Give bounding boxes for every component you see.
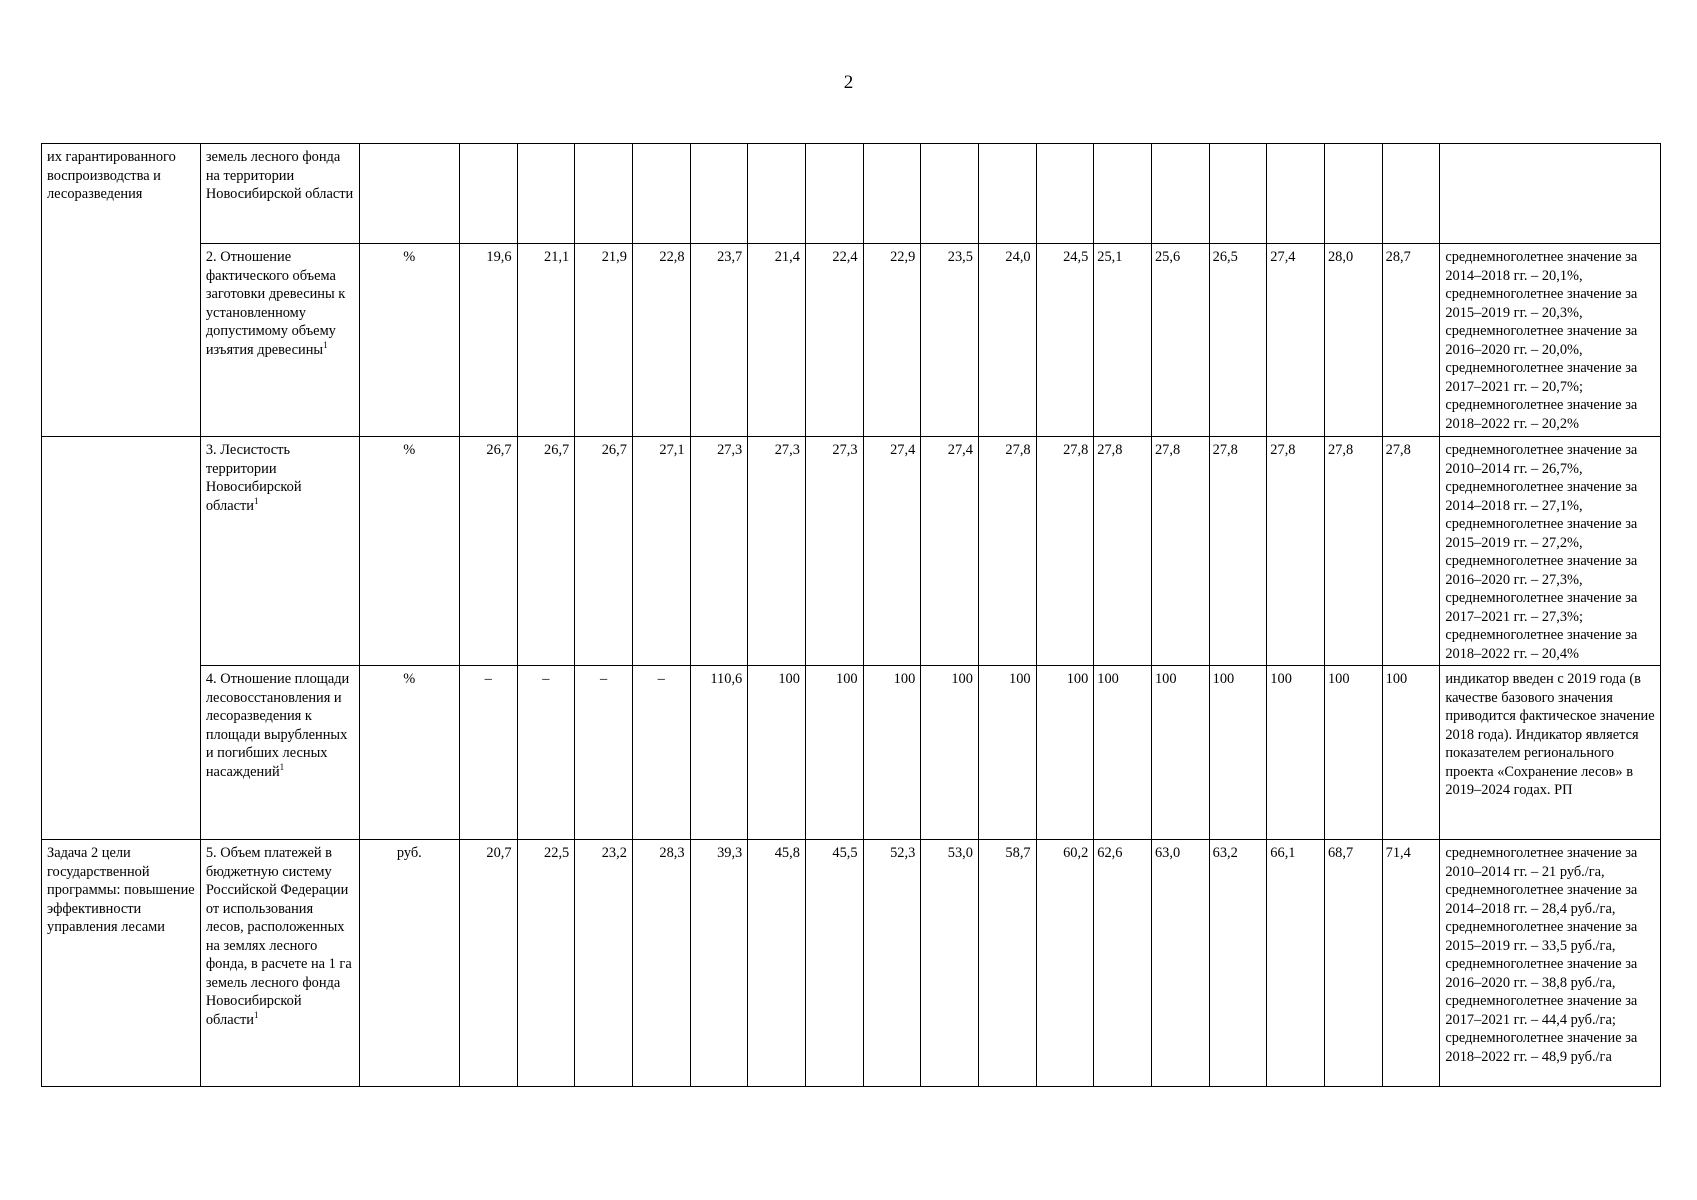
table-row	[42, 666, 1661, 840]
value-cell: 22,8	[632, 244, 690, 437]
value-cell: 25,6	[1151, 244, 1209, 437]
value-cell: 27,8	[1267, 437, 1325, 666]
value-cell: 100	[1382, 666, 1440, 840]
indicator-cell	[200, 144, 359, 244]
value-cell	[1382, 144, 1440, 244]
indicator-text: 3. Лесистость территории Новосибирской области	[205, 442, 302, 514]
value-cell: 58,7	[978, 840, 1036, 1087]
value-cell	[1094, 144, 1152, 244]
table-row	[42, 840, 1661, 1087]
value-cell: 27,8	[1036, 437, 1094, 666]
value-cell: 21,1	[517, 244, 575, 437]
value-cell: 28,0	[1324, 244, 1382, 437]
value-cell: 27,3	[748, 437, 806, 666]
value-cell	[690, 144, 748, 244]
indicator-cell	[200, 840, 359, 1087]
value-cell: 100	[1036, 666, 1094, 840]
value-cell: 27,4	[921, 437, 979, 666]
value-cell	[748, 144, 806, 244]
unit-cell: %	[359, 244, 459, 437]
note-cell	[1440, 144, 1661, 244]
value-cell: 23,7	[690, 244, 748, 437]
value-cell: 66,1	[1267, 840, 1325, 1087]
indicator-cell	[200, 437, 359, 666]
table-row	[42, 437, 1661, 666]
page-number: 2	[843, 72, 854, 93]
indicator-text: 2. Отношение фактического объема заготовки древесины к установленному допустимому объему изъятия древесины	[205, 249, 346, 358]
value-cell: 26,7	[575, 437, 633, 666]
value-cell: 26,5	[1209, 244, 1267, 437]
indicator-text: 4. Отношение площади лесовосстановления и лесоразведения к площади вырубленных и погибших лесных насаждений	[205, 671, 350, 780]
value-cell: 22,9	[863, 244, 921, 437]
value-cell: 27,1	[632, 437, 690, 666]
value-cell: 25,1	[1094, 244, 1152, 437]
value-cell: 24,0	[978, 244, 1036, 437]
value-cell: 100	[1151, 666, 1209, 840]
value-cell	[1209, 144, 1267, 244]
value-cell: 27,8	[1094, 437, 1152, 666]
value-cell: 100	[748, 666, 806, 840]
indicator-cell	[200, 666, 359, 840]
value-cell: 24,5	[1036, 244, 1094, 437]
value-cell: 19,6	[459, 244, 517, 437]
value-cell	[1267, 144, 1325, 244]
value-cell: 27,8	[1324, 437, 1382, 666]
goal-cell: Задача 2 цели государственной программы: повышение эффективности управления лесами	[42, 840, 201, 1087]
indicators-table	[41, 143, 1661, 1087]
value-cell	[978, 144, 1036, 244]
value-cell: 100	[1209, 666, 1267, 840]
value-cell: 63,0	[1151, 840, 1209, 1087]
value-cell	[575, 144, 633, 244]
value-cell: 27,8	[1382, 437, 1440, 666]
goal-cell: их гарантированного воспроизводства и лесоразведения	[42, 144, 201, 437]
value-cell: 62,6	[1094, 840, 1152, 1087]
value-cell: 27,4	[1267, 244, 1325, 437]
table-row	[42, 144, 1661, 244]
value-cell: 100	[978, 666, 1036, 840]
value-cell	[1324, 144, 1382, 244]
value-cell	[632, 144, 690, 244]
value-cell: 20,7	[459, 840, 517, 1087]
value-cell: 27,4	[863, 437, 921, 666]
footnote-mark: 1	[253, 1009, 259, 1020]
unit-cell	[359, 144, 459, 244]
value-cell: 22,5	[517, 840, 575, 1087]
value-cell: 100	[863, 666, 921, 840]
unit-cell: %	[359, 437, 459, 666]
value-cell: 71,4	[1382, 840, 1440, 1087]
footnote-mark: 1	[323, 339, 328, 350]
value-cell	[517, 144, 575, 244]
note-cell: индикатор введен с 2019 года (в качестве базового значения приводится фактическое значение 2018 года). Индикатор является показателем регионального проекта «Сохранение лесов» в 2019–2024 годах. РП	[1440, 666, 1661, 840]
value-cell: –	[575, 666, 633, 840]
value-cell: 21,4	[748, 244, 806, 437]
value-cell: 27,3	[690, 437, 748, 666]
footnote-mark: 1	[279, 761, 285, 772]
value-cell: 26,7	[459, 437, 517, 666]
value-cell: 100	[921, 666, 979, 840]
value-cell: 23,2	[575, 840, 633, 1087]
value-cell: 60,2	[1036, 840, 1094, 1087]
value-cell: 68,7	[1324, 840, 1382, 1087]
value-cell: 53,0	[921, 840, 979, 1087]
note-cell: среднемноголетнее значение за 2014–2018 гг. – 20,1%, среднемноголетнее значение за 2015–2019 гг. – 20,3%, среднемноголетнее значение за 2016–2020 гг. – 20,0%, среднемноголетнее значение за 2017–2021 гг. – 20,7%; среднемноголетнее значение за 2018–2022 гг. – 20,2%	[1440, 244, 1661, 437]
table-row	[42, 244, 1661, 437]
value-cell: 27,3	[805, 437, 863, 666]
indicator-text: земель лесного фонда на территории Новосибирской области	[205, 149, 354, 202]
value-cell: 100	[1094, 666, 1152, 840]
indicator-cell	[200, 244, 359, 437]
value-cell: 28,3	[632, 840, 690, 1087]
value-cell: 45,5	[805, 840, 863, 1087]
value-cell	[459, 144, 517, 244]
value-cell: 110,6	[690, 666, 748, 840]
value-cell: 23,5	[921, 244, 979, 437]
value-cell	[805, 144, 863, 244]
value-cell: 27,8	[1151, 437, 1209, 666]
value-cell: 100	[1267, 666, 1325, 840]
value-cell: 21,9	[575, 244, 633, 437]
value-cell: 52,3	[863, 840, 921, 1087]
value-cell: –	[632, 666, 690, 840]
value-cell: 100	[1324, 666, 1382, 840]
value-cell: 45,8	[748, 840, 806, 1087]
value-cell	[921, 144, 979, 244]
goal-cell	[42, 437, 201, 840]
note-cell: среднемноголетнее значение за 2010–2014 гг. – 26,7%, среднемноголетнее значение за 2014–2018 гг. – 27,1%, среднемноголетнее значение за 2015–2019 гг. – 27,2%, среднемноголетнее значение за 2016–2020 гг. – 27,3%, среднемноголетнее значение за 2017–2021 гг. – 27,3%; среднемноголетнее значение за 2018–2022 гг. – 20,4%	[1440, 437, 1661, 666]
value-cell: 22,4	[805, 244, 863, 437]
value-cell	[863, 144, 921, 244]
value-cell: 27,8	[1209, 437, 1267, 666]
value-cell: 63,2	[1209, 840, 1267, 1087]
unit-cell: %	[359, 666, 459, 840]
value-cell: 26,7	[517, 437, 575, 666]
value-cell: –	[517, 666, 575, 840]
value-cell	[1151, 144, 1209, 244]
value-cell	[1036, 144, 1094, 244]
value-cell: –	[459, 666, 517, 840]
indicator-text: 5. Объем платежей в бюджетную систему Российской Федерации от использования лесов, расположенных на землях лесного фонда, в расчете на 1 га земель лесного фонда Новосибирской области	[205, 845, 352, 1028]
footnote-mark: 1	[253, 495, 259, 506]
value-cell: 39,3	[690, 840, 748, 1087]
value-cell: 100	[805, 666, 863, 840]
unit-cell: руб.	[359, 840, 459, 1087]
value-cell: 27,8	[978, 437, 1036, 666]
value-cell: 28,7	[1382, 244, 1440, 437]
note-cell: среднемноголетнее значение за 2010–2014 гг. – 21 руб./га, среднемноголетнее значение за 2014–2018 гг. – 28,4 руб./га, среднемноголетнее значение за 2015–2019 гг. – 33,5 руб./га, среднемноголетнее значение за 2016–2020 гг. – 38,8 руб./га, среднемноголетнее значение за 2017–2021 гг. – 44,4 руб./га; среднемноголетнее значение за 2018–2022 гг. – 48,9 руб./га	[1440, 840, 1661, 1087]
